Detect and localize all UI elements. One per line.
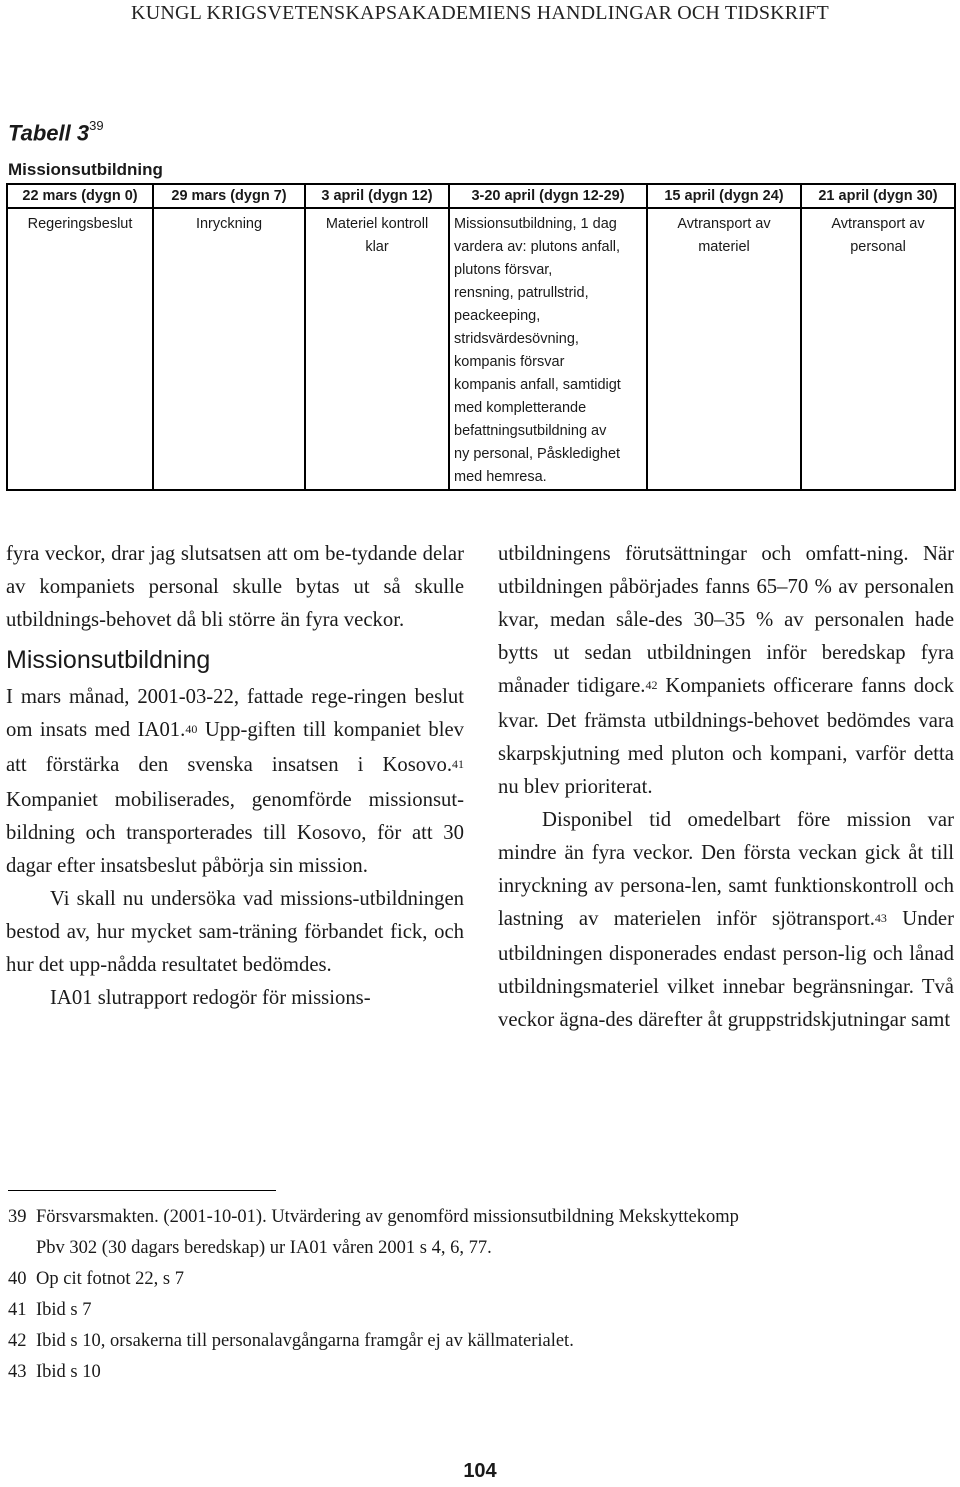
footnote <box>8 1326 954 1357</box>
cell-line: Regeringsbeslut <box>27 216 133 232</box>
cell-line: Avtransport av <box>677 216 771 232</box>
table-title-text: Tabell 3 <box>8 120 90 146</box>
cell-line: Materiel kontroll <box>325 216 429 232</box>
table-row <box>7 208 955 490</box>
table-title <box>8 120 104 146</box>
column-header: 22 mars (dygn 0) <box>7 184 153 208</box>
footnote-ref[interactable]: 41 <box>452 757 464 771</box>
cell-line: ny personal, Påskledighet <box>454 446 621 462</box>
cell-line: befattningsutbildning av <box>454 423 607 439</box>
table-cell <box>647 208 801 490</box>
table-title-ref: 39 <box>89 118 104 133</box>
text-run: Under utbildningen disponerades endast person-lig och lånad utbildningsmateriel vilket innebar begränsningar. Två veckor ägna-des därefter åt gruppstridskjutningar samt <box>498 908 954 1031</box>
cell-line: Missionsutbildning, 1 dag <box>454 216 617 232</box>
footnote-text: Pbv 302 (30 dagars beredskap) ur IA01 våren 2001 s 4, 6, 77. <box>36 1238 492 1258</box>
footnote-text: Ibid s 7 <box>36 1300 92 1320</box>
footnote-text: Försvarsmakten. (2001-10-01). Utvärdering av genomförd missionsutbildning Mekskyttekomp <box>36 1207 739 1227</box>
table-header-row <box>7 184 955 208</box>
table-cell <box>801 208 955 490</box>
cell-line: personal <box>850 239 906 255</box>
table-cell <box>153 208 305 490</box>
text-run: I mars månad, 2001-03-22, fattade rege-ringen beslut om insats med IA01. <box>6 686 464 741</box>
paragraph: IA01 slutrapport redogör för missions- <box>50 987 371 1009</box>
cell-line: stridsvärdesövning, <box>454 331 579 347</box>
cell-line: kompanis anfall, samtidigt <box>454 377 621 393</box>
cell-line: plutons försvar, <box>454 262 553 278</box>
column-header: 21 april (dygn 30) <box>801 184 955 208</box>
cell-line: med kompletterande <box>454 400 587 416</box>
text-run: Upp-giften till kompaniet blev att förstärka den svenska insatsen i Kosovo. <box>6 719 464 776</box>
cell-line: Avtransport av <box>831 216 925 232</box>
cell-line: kompanis försvar <box>454 354 565 370</box>
cell-line: peackeeping, <box>454 308 541 324</box>
footnote <box>8 1202 954 1264</box>
cell-line: Inryckning <box>195 216 263 232</box>
text-run: Kompaniets officerare fanns dock kvar. Det främsta utbildnings-behovet bedömdes vara skarpskjutning med pluton och kompani, varför detta nu blev prioriterat. <box>498 675 955 798</box>
footnote-number: 40 <box>8 1269 27 1289</box>
table-cell <box>305 208 449 490</box>
footnote-divider <box>8 1190 276 1191</box>
cell-line: vardera av: plutons anfall, <box>454 239 621 255</box>
footnote-ref[interactable]: 43 <box>874 911 887 925</box>
footnote-ref[interactable]: 40 <box>185 722 198 736</box>
footnote-ref[interactable]: 42 <box>645 678 658 692</box>
cell-line: med hemresa. <box>454 469 547 485</box>
footnote-number: 39 <box>8 1207 27 1227</box>
left-column <box>6 538 464 1015</box>
text-run: Disponibel tid omedelbart före mission var mindre än fyra veckor. Den första veckan gick åt till inryckning av persona-len, samt funktionskontroll och lastning av materielen inför sjötransport. <box>498 809 954 930</box>
running-head: KUNGL KRIGSVETENSKAPSAKADEMIENS HANDLINGAR OCH TIDSKRIFT <box>131 2 829 24</box>
footnote-text: Op cit fotnot 22, s 7 <box>36 1269 184 1289</box>
paragraph <box>498 538 954 804</box>
cell-line: klar <box>365 239 389 255</box>
footnote-text: Ibid s 10, orsakerna till personalavgångarna framgår ej av källmaterialet. <box>36 1331 574 1351</box>
section-heading: Missionsutbildning <box>6 646 211 674</box>
table-cell <box>7 208 153 490</box>
paragraph: Vi skall nu undersöka vad missions-utbildningen bestod av, hur mycket sam-träning förbandet fick, och hur det upp-nådda resultatet bedömdes. <box>6 888 464 976</box>
schedule-table <box>6 183 956 491</box>
table-cell <box>449 208 647 490</box>
paragraph <box>498 804 954 1037</box>
paragraph <box>6 681 464 883</box>
footnotes <box>8 1202 954 1388</box>
footnote-number: 43 <box>8 1362 27 1382</box>
cell-line: rensning, patrullstrid, <box>454 285 589 301</box>
column-header: 3 april (dygn 12) <box>305 184 449 208</box>
page-number: 104 <box>463 1460 497 1482</box>
text-run: utbildningens förutsättningar och omfatt-ning. När utbildningen påbörjades fanns 65–70 % av personalen kvar, medan såle-des 30–35 % av personalen hade bytts ut sedan utbildningen inför beredskap fyra månader tidigare. <box>498 543 954 697</box>
footnote-text: Ibid s 10 <box>36 1362 101 1382</box>
table-subtitle: Missionsutbildning <box>8 160 163 179</box>
footnote-number: 41 <box>8 1300 27 1320</box>
column-header: 29 mars (dygn 7) <box>153 184 305 208</box>
footnote-number: 42 <box>8 1331 27 1351</box>
paragraph: fyra veckor, drar jag slutsatsen att om be-tydande delar av kompaniets personal skulle bytas ut så skulle utbildnings-behovet då bli större än fyra veckor. <box>6 543 464 631</box>
footnote <box>8 1295 954 1326</box>
text-run: Kompaniet mobiliserades, genomförde missionsut-bildning och transporterades till Kosovo, för att 30 dagar efter insatsbeslut påbörja sin mission. <box>6 789 464 877</box>
column-header: 3-20 april (dygn 12-29) <box>449 184 647 208</box>
column-header: 15 april (dygn 24) <box>647 184 801 208</box>
cell-line: materiel <box>698 239 750 255</box>
footnote <box>8 1264 954 1295</box>
footnote <box>8 1357 954 1388</box>
right-column <box>498 538 954 1037</box>
